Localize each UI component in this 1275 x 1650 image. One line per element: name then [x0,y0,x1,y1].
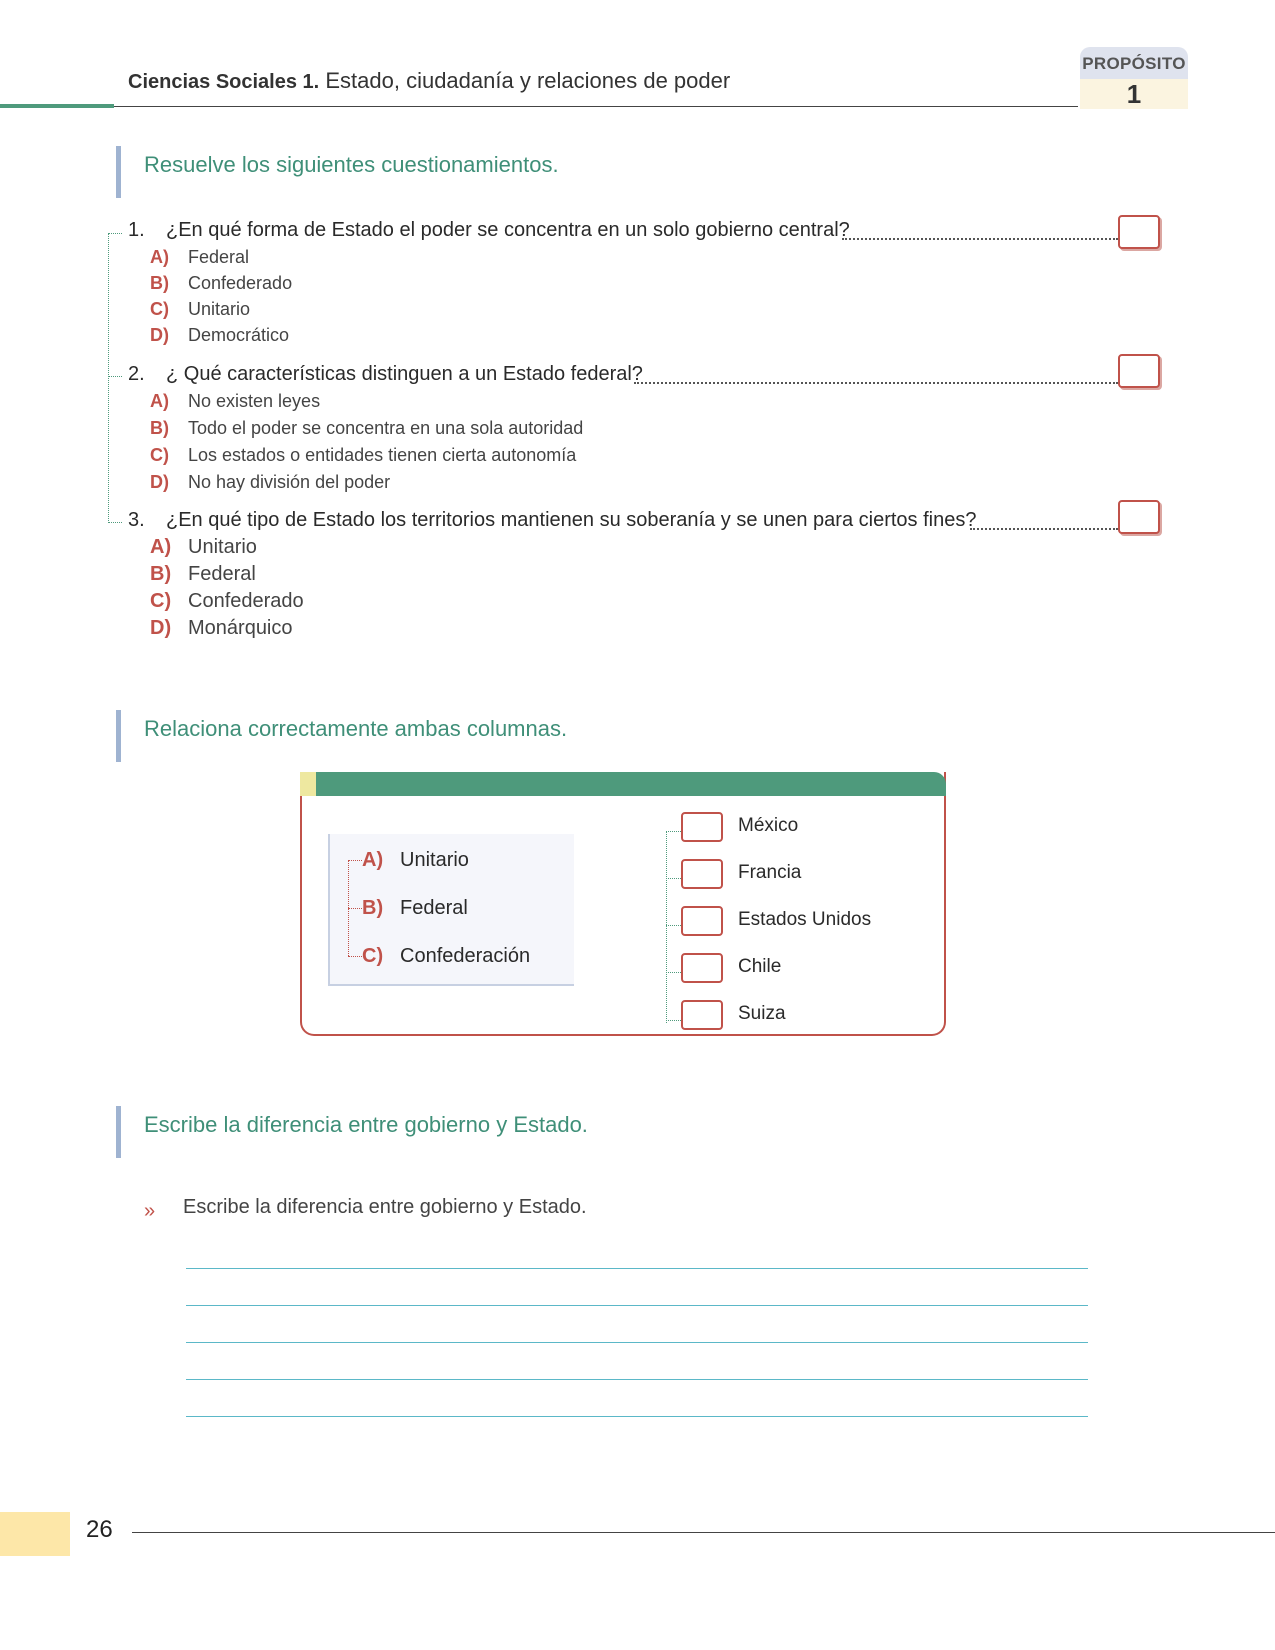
question-3 [128,509,976,532]
question-number: 3. [128,509,145,531]
match-box-suiza[interactable] [681,1000,723,1030]
option-letter: A) [150,536,172,558]
match-box-chile[interactable] [681,953,723,983]
option-3d[interactable] [150,617,293,640]
match-left-a [362,849,469,872]
question-connector-tick [108,233,122,234]
match-left-b [362,897,468,920]
match-right-mexico: México [738,815,799,836]
match-left-c [362,945,530,968]
question-number: 2. [128,363,145,385]
right-connector-tick [666,1020,681,1021]
option-text: Unitario [188,299,251,319]
option-2b[interactable] [150,418,583,439]
footer-rule [132,1532,1275,1533]
header-title-text: Estado, ciudadanía y relaciones de poder [325,68,731,93]
proposito-number: 1 [1080,79,1188,109]
match-box-mexico[interactable] [681,812,723,842]
question-connector-tick [108,522,122,523]
answer-box-1[interactable] [1118,215,1160,249]
option-text: Federal [188,563,256,585]
section-title-write: Escribe la diferencia entre gobierno y Estado. [144,1112,588,1137]
option-2d[interactable] [150,472,390,493]
writing-prompt: Escribe la diferencia entre gobierno y Estado. [183,1196,587,1218]
right-connector-tick [666,925,681,926]
option-text: Todo el poder se concentra en una sola autoridad [188,418,584,438]
option-1d[interactable] [150,325,289,346]
option-letter: A) [150,247,169,267]
question-text: ¿En qué tipo de Estado los territorios mantienen su soberanía y se unen para ciertos fines? [166,509,977,531]
match-right-chile: Chile [738,956,782,977]
option-2a[interactable] [150,391,320,412]
question-connector-tick [108,376,122,377]
leader-dots [634,382,1118,384]
answer-box-3[interactable] [1118,500,1160,534]
option-letter: C) [150,299,169,319]
question-text: ¿ Qué características distinguen a un Estado federal? [166,363,643,385]
proposito-badge [1080,47,1188,109]
match-right-suiza: Suiza [738,1003,786,1024]
option-letter: B) [150,418,169,438]
option-text: Confederado [188,590,304,612]
option-2c[interactable] [150,445,576,466]
option-letter: A) [362,849,384,871]
proposito-label: PROPÓSITO [1080,47,1188,79]
section-marker [116,710,121,762]
writing-line[interactable] [186,1416,1088,1417]
right-connector-tick [666,972,681,973]
left-connector-tick [348,908,362,909]
left-connector-tick [348,860,362,861]
writing-line[interactable] [186,1305,1088,1306]
option-text: Federal [188,247,250,267]
right-connector-tick [666,831,681,832]
section-title-match: Relaciona correctamente ambas columnas. [144,716,568,741]
option-letter: D) [150,617,172,639]
option-text: No hay división del poder [188,472,391,492]
page-number: 26 [86,1516,113,1543]
question-number: 1. [128,219,145,241]
option-3c[interactable] [150,590,304,613]
right-connector-tick [666,878,681,879]
page-number-tab [0,1512,70,1556]
match-right-francia: Francia [738,862,802,883]
header-title [128,68,730,94]
option-text: Democrático [188,325,290,345]
option-1b[interactable] [150,273,292,294]
leader-dots [970,528,1118,530]
header-accent-bar [0,104,114,108]
match-table-header [300,772,946,796]
section-marker [116,146,121,198]
option-text: Monárquico [188,617,293,639]
option-letter: B) [362,897,384,919]
option-letter: D) [150,472,169,492]
option-text: Confederación [400,945,531,967]
question-1 [128,219,850,242]
left-connector-tick [348,956,362,957]
option-text: Los estados o entidades tienen cierta autonomía [188,445,577,465]
section-title-questions: Resuelve los siguientes cuestionamientos. [144,152,559,177]
match-right-estados-unidos: Estados Unidos [738,909,872,930]
option-text: Confederado [188,273,293,293]
question-2 [128,363,643,386]
writing-line[interactable] [186,1342,1088,1343]
match-box-estados-unidos[interactable] [681,906,723,936]
option-3a[interactable] [150,536,257,559]
header-subject: Ciencias Sociales 1. [128,71,320,93]
option-letter: C) [362,945,384,967]
option-letter: A) [150,391,169,411]
section-marker [116,1106,121,1158]
bullet-icon: » [144,1200,156,1222]
option-1a[interactable] [150,247,249,268]
question-text: ¿En qué forma de Estado el poder se concentra en un solo gobierno central? [166,219,850,241]
option-text: Unitario [188,536,257,558]
header-rule [114,106,1078,107]
match-box-francia[interactable] [681,859,723,889]
option-text: Federal [400,897,468,919]
option-letter: B) [150,563,172,585]
option-1c[interactable] [150,299,250,320]
option-letter: C) [150,590,172,612]
match-table-header-tab [300,772,316,796]
writing-line[interactable] [186,1379,1088,1380]
leader-dots [842,238,1118,240]
question-connector [108,233,109,523]
option-letter: C) [150,445,169,465]
option-letter: B) [150,273,169,293]
answer-box-2[interactable] [1118,354,1160,388]
option-text: Unitario [400,849,469,871]
option-3b[interactable] [150,563,256,586]
option-letter: D) [150,325,169,345]
option-text: No existen leyes [188,391,321,411]
right-connector [666,831,667,1023]
writing-line[interactable] [186,1268,1088,1269]
